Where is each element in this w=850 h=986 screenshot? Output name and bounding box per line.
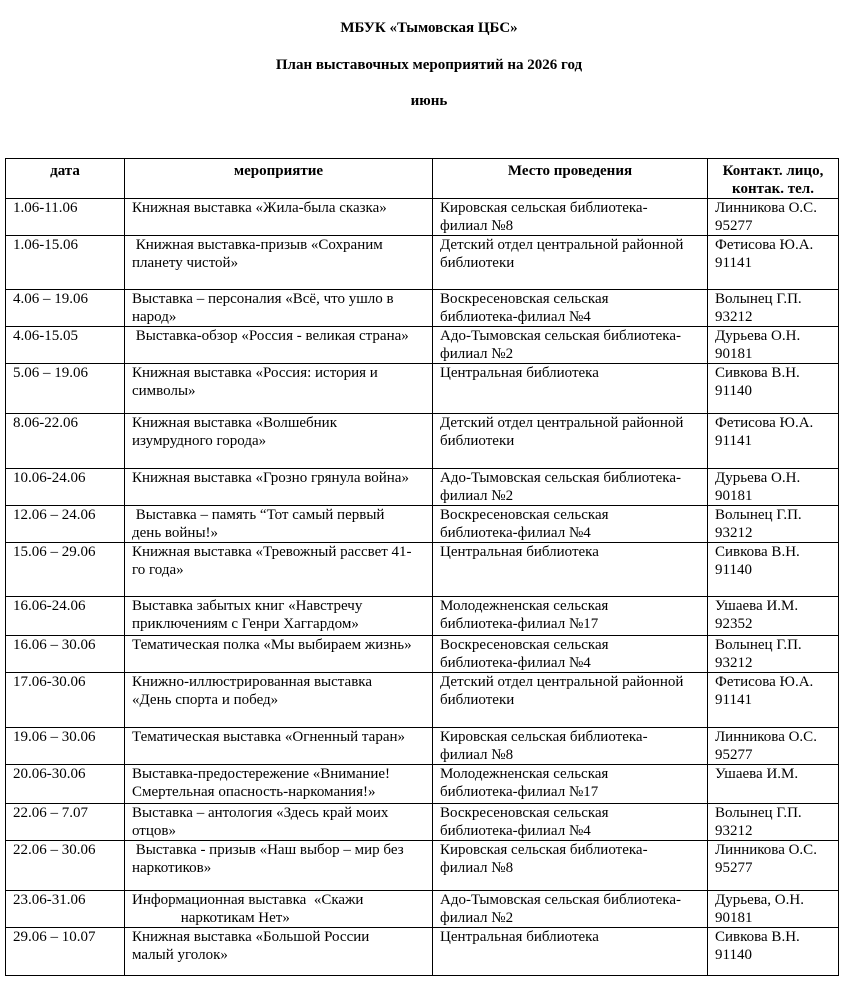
cell-contact: Ушаева И.М.	[708, 765, 839, 804]
cell-event: Книжная выставка-призыв «Сохраним планету чистой»	[125, 236, 433, 290]
cell-event: Выставка - призыв «Наш выбор – мир без наркотиков»	[125, 841, 433, 891]
cell-place: Адо-Тымовская сельская библиотека- филиал №2	[433, 469, 708, 506]
table-row	[6, 327, 839, 364]
table-row	[6, 841, 839, 891]
column-header-date: дата	[6, 159, 125, 199]
table-row	[6, 728, 839, 765]
cell-date: 22.06 – 7.07	[6, 804, 125, 841]
cell-event: Книжная выставка «Тревожный рассвет 41- го года»	[125, 543, 433, 597]
cell-place: Адо-Тымовская сельская библиотека- филиал №2	[433, 891, 708, 928]
column-header-place: Место проведения	[433, 159, 708, 199]
cell-place: Детский отдел центральной районной библиотеки	[433, 414, 708, 469]
cell-date: 16.06 – 30.06	[6, 636, 125, 673]
cell-date: 8.06-22.06	[6, 414, 125, 469]
cell-event: Выставка-предостережение «Внимание! Смертельная опасность-наркомания!»	[125, 765, 433, 804]
table-row	[6, 636, 839, 673]
cell-event: Выставка – антология «Здесь край моих отцов»	[125, 804, 433, 841]
table-row	[6, 236, 839, 290]
cell-date: 12.06 – 24.06	[6, 506, 125, 543]
column-header-contact: Контакт. лицо, контак. тел.	[708, 159, 839, 199]
cell-date: 1.06-15.06	[6, 236, 125, 290]
cell-event: Выставка забытых книг «Навстречу приключениям с Генри Хаггардом»	[125, 597, 433, 636]
cell-event: Книжная выставка «Россия: история и символы»	[125, 364, 433, 414]
cell-place: Центральная библиотека	[433, 543, 708, 597]
cell-date: 23.06-31.06	[6, 891, 125, 928]
table-row	[6, 506, 839, 543]
cell-date: 4.06-15.05	[6, 327, 125, 364]
events-table	[5, 158, 839, 976]
cell-place: Воскресеновская сельская библиотека-филиал №4	[433, 636, 708, 673]
cell-contact: Волынец Г.П. 93212	[708, 636, 839, 673]
cell-place: Кировская сельская библиотека- филиал №8	[433, 841, 708, 891]
table-row	[6, 891, 839, 928]
cell-event: Книжная выставка «Жила-была сказка»	[125, 199, 433, 236]
cell-contact: Волынец Г.П. 93212	[708, 290, 839, 327]
cell-contact: Ушаева И.М. 92352	[708, 597, 839, 636]
table-header-row	[6, 159, 839, 199]
cell-contact: Сивкова В.Н. 91140	[708, 543, 839, 597]
cell-contact: Линникова О.С. 95277	[708, 199, 839, 236]
cell-contact: Волынец Г.П. 93212	[708, 506, 839, 543]
cell-event: Тематическая выставка «Огненный таран»	[125, 728, 433, 765]
cell-contact: Линникова О.С. 95277	[708, 728, 839, 765]
table-row	[6, 290, 839, 327]
cell-contact: Волынец Г.П. 93212	[708, 804, 839, 841]
cell-event: Выставка – персоналия «Всё, что ушло в народ»	[125, 290, 433, 327]
cell-event: Выставка – память “Тот самый первый день войны!»	[125, 506, 433, 543]
cell-place: Воскресеновская сельская библиотека-филиал №4	[433, 290, 708, 327]
cell-event: Тематическая полка «Мы выбираем жизнь»	[125, 636, 433, 673]
table-row	[6, 364, 839, 414]
cell-place: Детский отдел центральной районной библиотеки	[433, 236, 708, 290]
cell-place: Детский отдел центральной районной библиотеки	[433, 673, 708, 728]
cell-event: Выставка-обзор «Россия - великая страна»	[125, 327, 433, 364]
cell-date: 15.06 – 29.06	[6, 543, 125, 597]
cell-place: Кировская сельская библиотека- филиал №8	[433, 199, 708, 236]
cell-date: 10.06-24.06	[6, 469, 125, 506]
cell-contact: Фетисова Ю.А. 91141	[708, 673, 839, 728]
cell-date: 20.06-30.06	[6, 765, 125, 804]
cell-place: Центральная библиотека	[433, 928, 708, 976]
cell-event: Информационная выставка «Скажи наркотикам Нет»	[125, 891, 433, 928]
cell-contact: Фетисова Ю.А. 91141	[708, 414, 839, 469]
table-row	[6, 199, 839, 236]
cell-place: Адо-Тымовская сельская библиотека- филиал №2	[433, 327, 708, 364]
cell-date: 4.06 – 19.06	[6, 290, 125, 327]
table-row	[6, 414, 839, 469]
cell-contact: Фетисова Ю.А. 91141	[708, 236, 839, 290]
cell-contact: Дурьева О.Н. 90181	[708, 327, 839, 364]
organization-name: МБУК «Тымовская ЦБС»	[340, 20, 518, 36]
cell-contact: Сивкова В.Н. 91140	[708, 928, 839, 976]
cell-date: 22.06 – 30.06	[6, 841, 125, 891]
table-body	[6, 199, 839, 976]
table-row	[6, 469, 839, 506]
table-row	[6, 673, 839, 728]
table-row	[6, 543, 839, 597]
cell-date: 5.06 – 19.06	[6, 364, 125, 414]
cell-date: 19.06 – 30.06	[6, 728, 125, 765]
table-row	[6, 804, 839, 841]
cell-date: 16.06-24.06	[6, 597, 125, 636]
cell-date: 1.06-11.06	[6, 199, 125, 236]
cell-date: 17.06-30.06	[6, 673, 125, 728]
cell-event: Книжная выставка «Грозно грянула война»	[125, 469, 433, 506]
cell-event: Книжная выставка «Волшебник изумрудного города»	[125, 414, 433, 469]
cell-contact: Сивкова В.Н. 91140	[708, 364, 839, 414]
table-row	[6, 765, 839, 804]
cell-place: Центральная библиотека	[433, 364, 708, 414]
cell-place: Кировская сельская библиотека- филиал №8	[433, 728, 708, 765]
table-row	[6, 928, 839, 976]
cell-place: Молодежненская сельская библиотека-филиал №17	[433, 597, 708, 636]
cell-contact: Дурьева О.Н. 90181	[708, 469, 839, 506]
cell-contact: Дурьева, О.Н. 90181	[708, 891, 839, 928]
cell-event: Книжная выставка «Большой России малый уголок»	[125, 928, 433, 976]
cell-event: Книжно-иллюстрированная выставка «День спорта и побед»	[125, 673, 433, 728]
table-row	[6, 597, 839, 636]
cell-place: Воскресеновская сельская библиотека-филиал №4	[433, 804, 708, 841]
cell-place: Воскресеновская сельская библиотека-филиал №4	[433, 506, 708, 543]
column-header-event: мероприятие	[125, 159, 433, 199]
cell-place: Молодежненская сельская библиотека-филиал №17	[433, 765, 708, 804]
month-label: июнь	[410, 93, 448, 109]
cell-contact: Линникова О.С. 95277	[708, 841, 839, 891]
cell-date: 29.06 – 10.07	[6, 928, 125, 976]
document-title: План выставочных мероприятий на 2026 год	[275, 57, 583, 73]
